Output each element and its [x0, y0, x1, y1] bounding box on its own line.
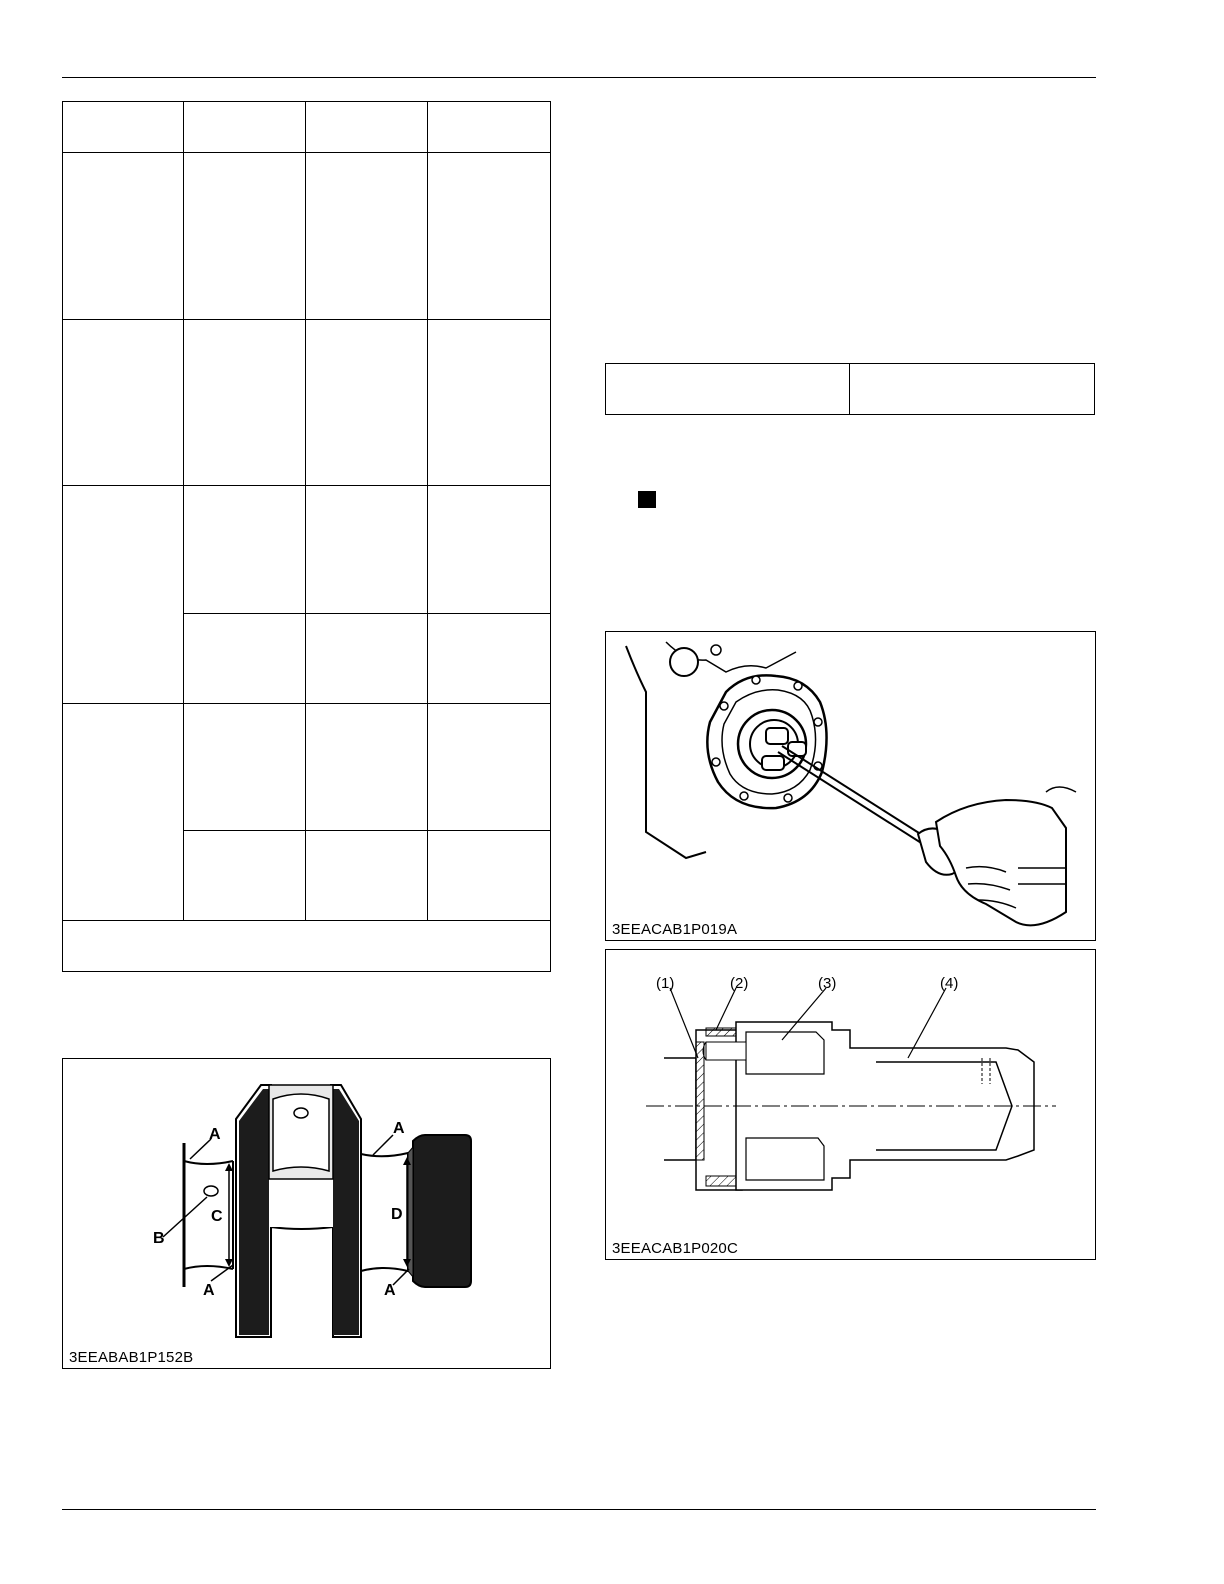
callout-1: (1)	[656, 975, 675, 992]
press-tool-figure	[605, 949, 1096, 1260]
spec-table-subrow-divider	[183, 830, 551, 831]
crankshaft-caption: 3EEABAB1P152B	[69, 1349, 194, 1366]
spec-table-col-divider	[305, 101, 306, 920]
crankshaft-figure	[62, 1058, 551, 1369]
label-b: B	[153, 1230, 165, 1247]
callout-2: (2)	[730, 975, 749, 992]
seal-photo-figure	[605, 631, 1096, 941]
label-d: D	[391, 1206, 403, 1223]
footer-rule	[62, 1509, 1096, 1510]
spec-table-row-divider	[62, 920, 551, 921]
label-c: C	[211, 1208, 223, 1225]
spec-table-row-divider	[62, 485, 551, 486]
label-a-top-right: A	[393, 1120, 405, 1137]
seal-photo-caption: 3EEACAB1P019A	[612, 921, 738, 938]
crankshaft-drawing	[63, 1059, 549, 1367]
spec-table-col-divider	[427, 101, 428, 920]
ref-table-frame	[605, 363, 1095, 415]
header-rule	[62, 77, 1096, 78]
label-a-bottom-right: A	[384, 1282, 396, 1299]
seal-removal-drawing	[606, 632, 1094, 939]
press-tool-caption: 3EEACAB1P020C	[612, 1240, 739, 1257]
press-tool-drawing	[606, 950, 1094, 1258]
spec-table-frame	[62, 101, 551, 972]
spec-table-row-divider	[62, 152, 551, 153]
spec-table-col-divider	[183, 101, 184, 920]
label-a-top-left: A	[209, 1126, 221, 1143]
callout-4: (4)	[940, 975, 959, 992]
label-a-bottom-left: A	[203, 1282, 215, 1299]
spec-table-row-divider	[62, 703, 551, 704]
section-marker-square	[638, 491, 656, 508]
spec-table-row-divider	[62, 319, 551, 320]
ref-table-col-divider	[849, 363, 850, 415]
spec-table-subrow-divider	[183, 613, 551, 614]
callout-3: (3)	[818, 975, 837, 992]
